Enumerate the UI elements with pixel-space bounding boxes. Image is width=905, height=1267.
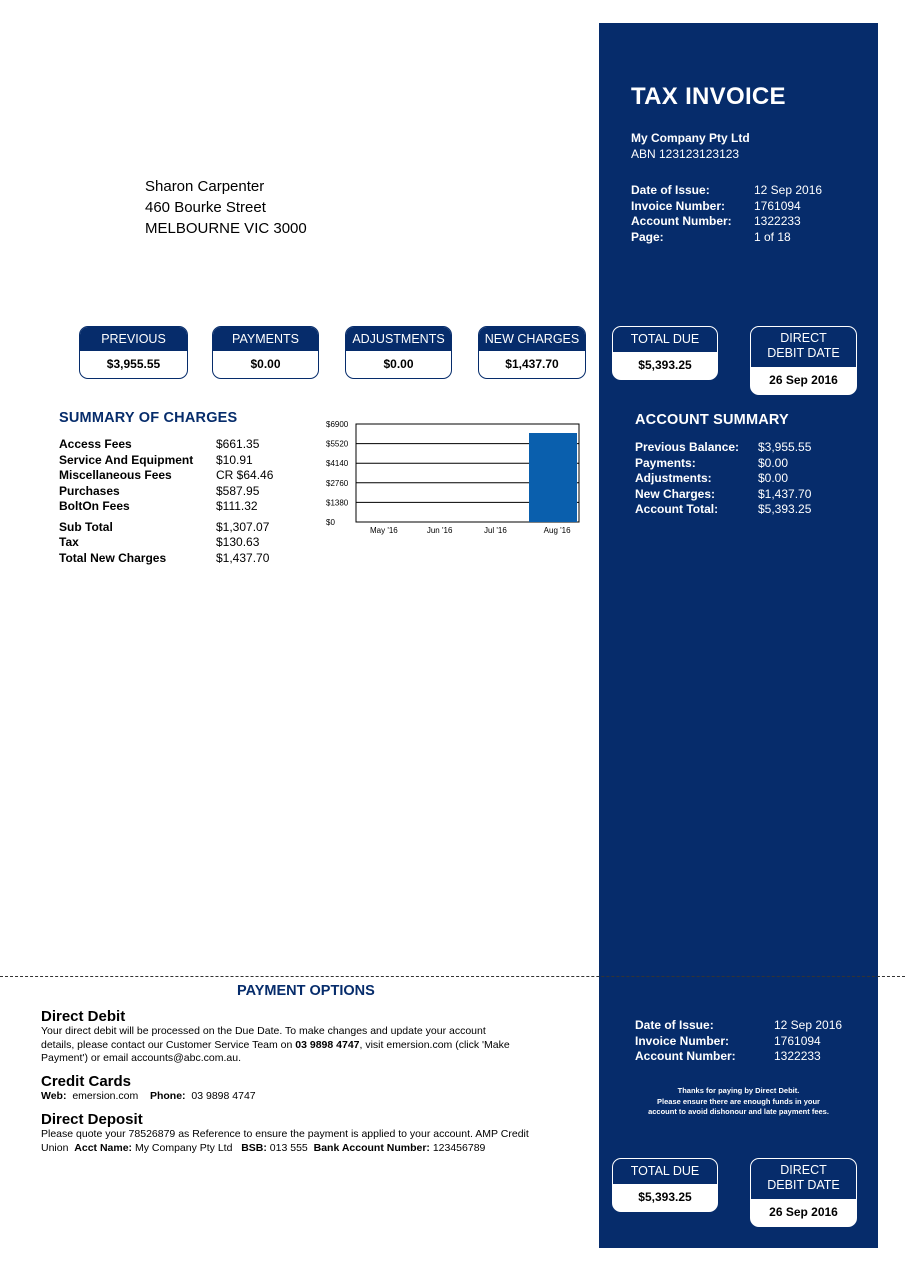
direct-debit-date-box <box>750 326 857 395</box>
detail-label: Page: <box>631 229 664 244</box>
direct-debit-date-label <box>751 327 856 367</box>
direct-debit-phone: 03 9898 4747 <box>295 1038 360 1051</box>
direct-debit-notice <box>610 1086 867 1118</box>
remit-label: Invoice Number: <box>635 1033 730 1048</box>
account-summary-row <box>635 471 811 487</box>
total-due-label: TOTAL DUE <box>613 327 717 352</box>
remit-row <box>635 1018 842 1034</box>
remit-label: Date of Issue: <box>635 1018 714 1032</box>
remit-direct-debit-date-value: 26 Sep 2016 <box>751 1199 856 1225</box>
x-tick-label: May '16 <box>369 526 398 535</box>
direct-deposit-line2 <box>41 1142 586 1156</box>
account-summary-title: ACCOUNT SUMMARY <box>635 412 789 428</box>
detail-value: 1322233 <box>754 214 801 229</box>
account-summary-label: Previous Balance: <box>635 440 740 454</box>
account-summary-row <box>635 456 811 472</box>
direct-deposit-heading: Direct Deposit <box>41 1111 143 1128</box>
company-abn: ABN 123123123123 <box>631 147 740 161</box>
charges-chart <box>320 415 585 540</box>
summary-total-value: $1,437.70 <box>216 550 270 565</box>
summary-total-label: Total New Charges <box>59 550 167 565</box>
summary-total-value: $1,307.07 <box>216 519 270 534</box>
recipient-street: 460 Bourke Street <box>145 199 266 216</box>
summary-value: $587.95 <box>216 483 260 498</box>
detail-value: 1 of 18 <box>754 229 791 244</box>
summary-label: Purchases <box>59 483 120 498</box>
summary-value: $111.32 <box>216 499 258 513</box>
bar <box>529 433 577 522</box>
total-due-value: $5,393.25 <box>613 352 717 378</box>
detail-row <box>631 214 822 230</box>
account-summary-value: $0.00 <box>758 455 789 470</box>
remit-total-due-box <box>612 1158 718 1212</box>
summary-value: CR $64.46 <box>216 468 274 482</box>
detail-value: 12 Sep 2016 <box>754 183 823 197</box>
web-label: Web: <box>41 1090 67 1102</box>
y-tick-label: $5520 <box>326 439 349 449</box>
account-summary-value: $3,955.55 <box>758 440 812 454</box>
detail-label: Date of Issue: <box>631 183 710 197</box>
new-charges-label: NEW CHARGES <box>479 327 585 351</box>
web-link[interactable]: emersion.com <box>72 1090 139 1102</box>
detail-row <box>631 183 822 199</box>
phone-number: 03 9898 4747 <box>191 1090 256 1102</box>
remit-value: 1761094 <box>774 1033 821 1048</box>
remit-direct-debit-label-line1: DIRECT <box>780 1163 827 1177</box>
payments-value: $0.00 <box>250 357 281 371</box>
summary-row <box>59 437 273 453</box>
summary-total-label: Tax <box>59 535 79 549</box>
payments-box <box>212 326 319 379</box>
summary-label: Access Fees <box>59 437 132 451</box>
direct-debit-label-line1: DIRECT <box>780 331 827 345</box>
direct-deposit-section <box>41 1111 586 1155</box>
direct-debit-label-line2: DEBIT DATE <box>767 346 840 360</box>
adjustments-value: $0.00 <box>383 357 414 371</box>
recipient-address <box>145 176 307 239</box>
new-charges-box <box>478 326 586 379</box>
summary-total-row <box>59 520 273 536</box>
detail-label: Invoice Number: <box>631 198 726 213</box>
recipient-city: MELBOURNE VIC 3000 <box>145 220 307 237</box>
summary-label: Miscellaneous Fees <box>59 468 172 482</box>
bank-account-value: 123456789 <box>432 1141 486 1154</box>
direct-debit-line2 <box>41 1039 586 1053</box>
x-tick-label: Jun '16 <box>426 526 453 535</box>
payment-options-title: PAYMENT OPTIONS <box>237 983 375 999</box>
notice-line2: Please ensure there are enough funds in your <box>657 1096 820 1106</box>
direct-debit-text <box>41 1025 586 1066</box>
phone-label: Phone: <box>149 1090 186 1102</box>
account-summary-row <box>635 440 811 456</box>
credit-cards-section <box>41 1073 586 1104</box>
new-charges-value: $1,437.70 <box>505 357 559 371</box>
remit-row <box>635 1034 842 1050</box>
previous-value: $3,955.55 <box>106 357 161 371</box>
summary-total-label: Sub Total <box>59 519 113 534</box>
remit-label: Account Number: <box>635 1049 736 1064</box>
remit-direct-debit-date-box <box>750 1158 857 1227</box>
tear-off-line <box>0 976 905 977</box>
account-summary-value: $1,437.70 <box>758 486 812 501</box>
direct-debit-section <box>41 1008 586 1066</box>
account-summary-label: Account Total: <box>635 502 719 516</box>
remit-total-due-label: TOTAL DUE <box>613 1159 717 1184</box>
bank-account-label: Bank Account Number: <box>313 1141 430 1154</box>
payments-label: PAYMENTS <box>213 327 318 351</box>
direct-debit-line2a: details, please contact our Customer Service Team on <box>41 1038 296 1051</box>
y-tick-label: $2760 <box>326 478 349 488</box>
summary-row <box>59 468 273 484</box>
direct-debit-line2b: , visit emersion.com (click 'Make <box>359 1038 510 1051</box>
previous-box <box>79 326 188 379</box>
y-tick-label: $4140 <box>326 459 349 469</box>
summary-total-row <box>59 551 273 567</box>
summary-table <box>59 437 273 566</box>
previous-label: PREVIOUS <box>80 327 187 351</box>
summary-row <box>59 484 273 500</box>
summary-total-row <box>59 535 273 551</box>
detail-label: Account Number: <box>631 214 732 229</box>
summary-value: $10.91 <box>216 452 253 467</box>
invoice-title: TAX INVOICE <box>631 83 786 110</box>
recipient-name: Sharon Carpenter <box>145 178 265 195</box>
summary-row <box>59 499 273 515</box>
y-tick-label: $6900 <box>326 420 349 429</box>
account-summary-value: $0.00 <box>758 471 789 485</box>
detail-row <box>631 199 822 215</box>
remit-value: 1322233 <box>774 1049 821 1064</box>
adjustments-box <box>345 326 452 379</box>
remit-row <box>635 1049 842 1065</box>
notice-line1: Thanks for paying by Direct Debit. <box>677 1086 800 1095</box>
x-tick-label: Aug '16 <box>543 526 571 535</box>
direct-debit-date-value: 26 Sep 2016 <box>751 367 856 393</box>
acct-name: My Company Pty Ltd <box>134 1141 233 1154</box>
y-tick-label: $0 <box>326 518 335 527</box>
remit-direct-debit-label-line2: DEBIT DATE <box>767 1178 840 1192</box>
detail-row <box>631 230 822 246</box>
account-summary-value: $5,393.25 <box>758 502 812 516</box>
summary-total-value: $130.63 <box>216 535 260 549</box>
invoice-details <box>631 183 822 245</box>
credit-cards-text <box>41 1090 586 1104</box>
account-summary-label: New Charges: <box>635 486 716 501</box>
remit-value: 12 Sep 2016 <box>774 1018 843 1032</box>
bsb-value: 013 555 <box>269 1141 308 1154</box>
direct-debit-line3: Payment') or email accounts@abc.com.au. <box>41 1052 241 1064</box>
remit-details <box>635 1018 842 1065</box>
notice-line3: account to avoid dishonour and late payment fees. <box>648 1107 829 1116</box>
account-summary-label: Payments: <box>635 455 696 470</box>
account-summary-row <box>635 487 811 503</box>
adjustments-label: ADJUSTMENTS <box>346 327 451 351</box>
summary-value: $661.35 <box>216 437 260 451</box>
summary-row <box>59 453 273 469</box>
account-summary-list <box>635 440 811 518</box>
total-due-box <box>612 326 718 380</box>
acct-name-label: Acct Name: <box>74 1141 133 1154</box>
account-summary-row <box>635 502 811 518</box>
y-tick-label: $1380 <box>326 498 349 508</box>
summary-label: Service And Equipment <box>59 452 194 467</box>
remit-direct-debit-date-label <box>751 1159 856 1199</box>
remit-total-due-value: $5,393.25 <box>613 1184 717 1210</box>
direct-debit-line1: Your direct debit will be processed on the Due Date. To make changes and update your account <box>41 1025 486 1037</box>
summary-title: SUMMARY OF CHARGES <box>59 410 238 426</box>
company-name: My Company Pty Ltd <box>631 131 750 145</box>
x-tick-label: Jul '16 <box>483 526 507 535</box>
direct-debit-heading: Direct Debit <box>41 1008 126 1025</box>
credit-cards-heading: Credit Cards <box>41 1073 132 1090</box>
bsb-label: BSB: <box>241 1141 267 1154</box>
direct-deposit-line1: Please quote your 78526879 as Reference to ensure the payment is applied to your account. AMP Credit <box>41 1128 529 1140</box>
direct-deposit-union: Union <box>41 1141 69 1154</box>
detail-value: 1761094 <box>754 198 801 213</box>
account-summary-label: Adjustments: <box>635 471 712 485</box>
direct-deposit-text <box>41 1128 586 1155</box>
summary-label: BoltOn Fees <box>59 499 130 513</box>
